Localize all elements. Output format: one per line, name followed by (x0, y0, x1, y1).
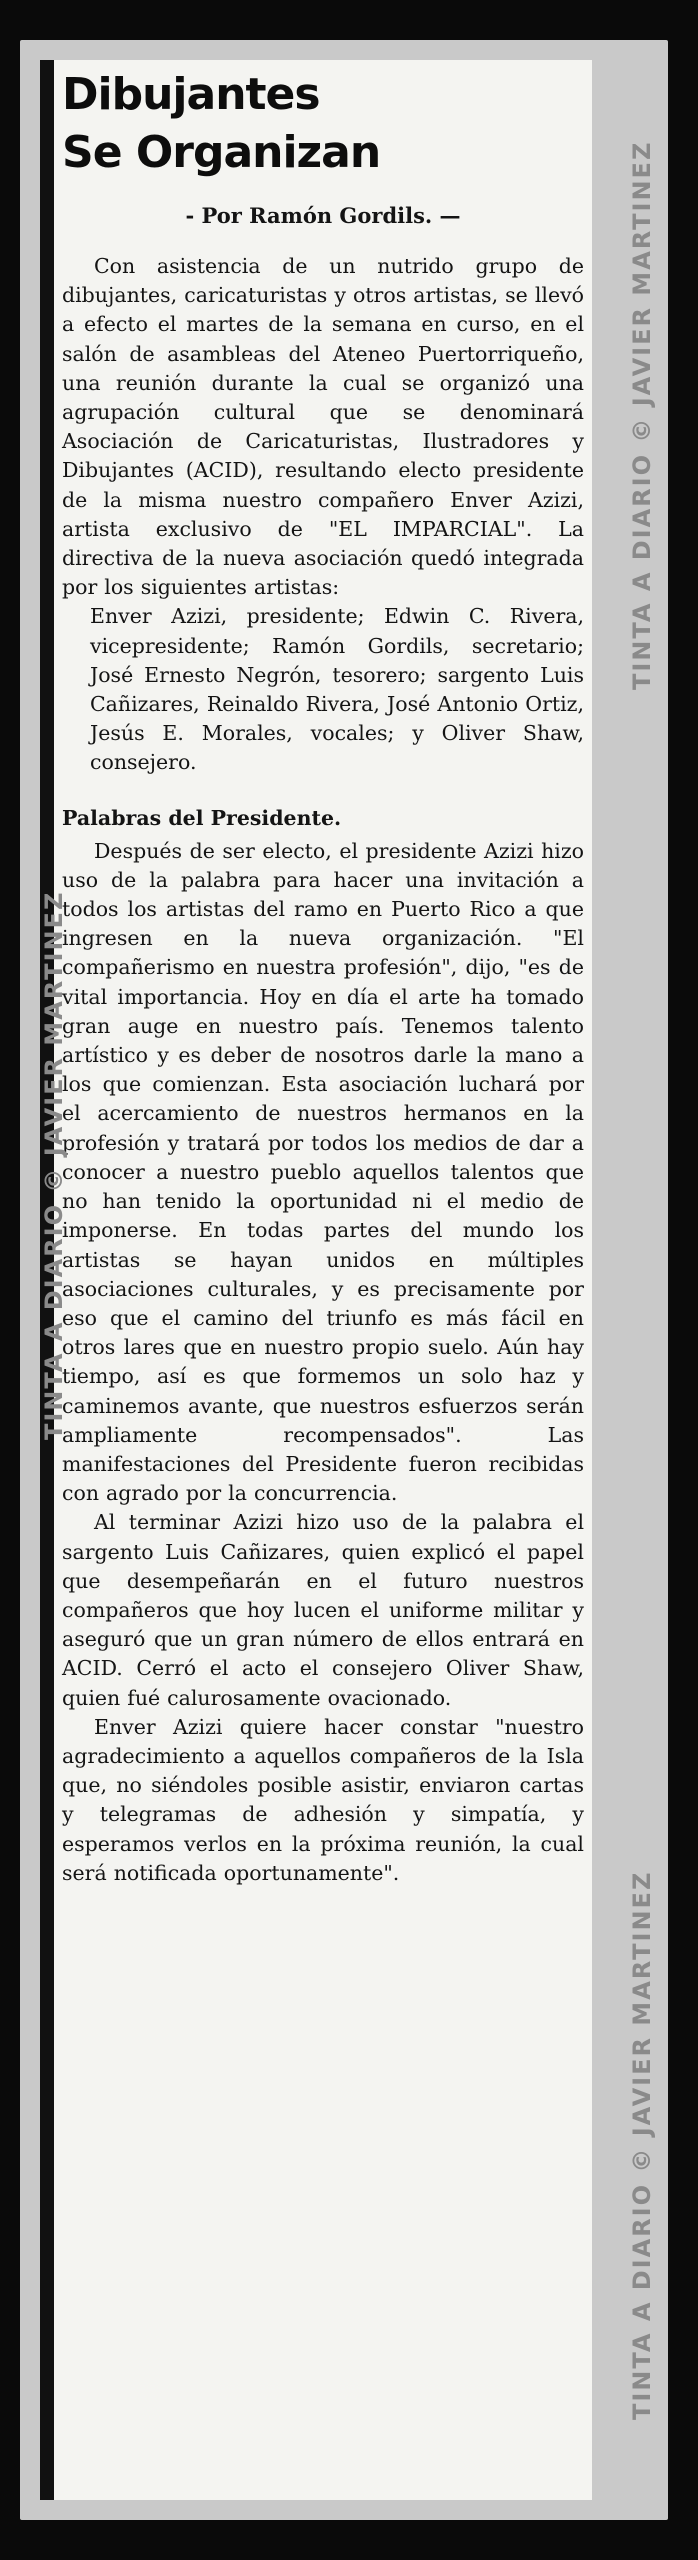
paragraph-4: Enver Azizi quiere hacer constar "nuestro agradecimiento a aquellos compañeros de la Isla que, no siéndoles posible asistir, enviaron cartas y telegramas de adhesión y simpatía, y esperamos verlos en la próxima reunión, la cual será notificada oportunamente". (62, 1714, 584, 1885)
headline-line-1: Dibujantes (62, 69, 320, 120)
paragraph-2: Después de ser electo, el presidente Azizi hizo uso de la palabra para hacer una invitación a todos los artistas del ramo en Puerto Rico a que ingresen en la nueva organización. "El compañerismo en nuestra profesión", dijo, "es de vital importancia. Hoy en día el arte ha tomado gran auge en nuestro país. Tenemos talento artístico y es deber de nosotros darle la mano a los que comienzan. Esta asociación luchará por el acercamiento de nuestros hermanos en la profesión y tratará por todos los medios de dar a conocer a nuestro pueblo aquellos talentos que no han tenido la oportunidad ni el medio de imponerse. En todas partes del mundo los artistas se hayan unidos en múltiples asociaciones culturales, y es precisamente por eso que el camino del triunfo es más fácil en otros lares que en nuestro propio suelo. Aún hay tiempo, así es que formemos un solo haz y caminemos avante, que nuestros esfuerzos serán ampliamente recompensados". Las manifestaciones del Presidente fueron recibidas con agrado por la concurrencia. (62, 838, 584, 1506)
article (62, 60, 584, 2500)
watermark-right-bottom: TINTA A DIARIO © JAVIER MARTINEZ (628, 1870, 656, 2420)
officers-list: Enver Azizi, presidente; Edwin C. Rivera, vicepresidente; Ramón Gordils, secretario; José Ernesto Negrón, tesorero; sargento Luis Cañizares, Reinaldo Rivera, José Antonio Ortiz, Jesús E. Morales, vocales; y Oliver Shaw, consejero. (90, 604, 584, 775)
byline: - Por Ramón Gordils. — (185, 203, 461, 228)
subheading: Palabras del Presidente. (62, 805, 342, 830)
watermark-left: TINTA A DIARIO © JAVIER MARTINEZ (40, 890, 68, 1440)
paragraph-3: Al terminar Azizi hizo uso de la palabra el sargento Luis Cañizares, quien explicó el papel que desempeñarán en el futuro nuestros compañeros que hoy lucen el uniforme militar y aseguró que un gran número de ellos entrará en ACID. Cerró el acto el consejero Oliver Shaw, quien fué calurosamente ovacionado. (62, 1510, 584, 1710)
headline (62, 66, 584, 182)
headline-line-2: Se Organizan (62, 127, 381, 178)
newspaper-clipping (40, 60, 592, 2500)
watermark-right-top: TINTA A DIARIO © JAVIER MARTINEZ (628, 140, 656, 690)
paragraph-1: Con asistencia de un nutrido grupo de dibujantes, caricaturistas y otros artistas, se llevó a efecto el martes de la semana en curso, en el salón de asambleas del Ateneo Puertorriqueño, una reunión durante la cual se organizó una agrupación cultural que se denominará Asociación de Caricaturistas, Ilustradores y Dibujantes (ACID), resultando electo presidente de la misma nuestro compañero Enver Azizi, artista exclusivo de "EL IMPARCIAL". La directiva de la nueva asociación quedó integrada por los siguientes artistas: (62, 254, 584, 600)
